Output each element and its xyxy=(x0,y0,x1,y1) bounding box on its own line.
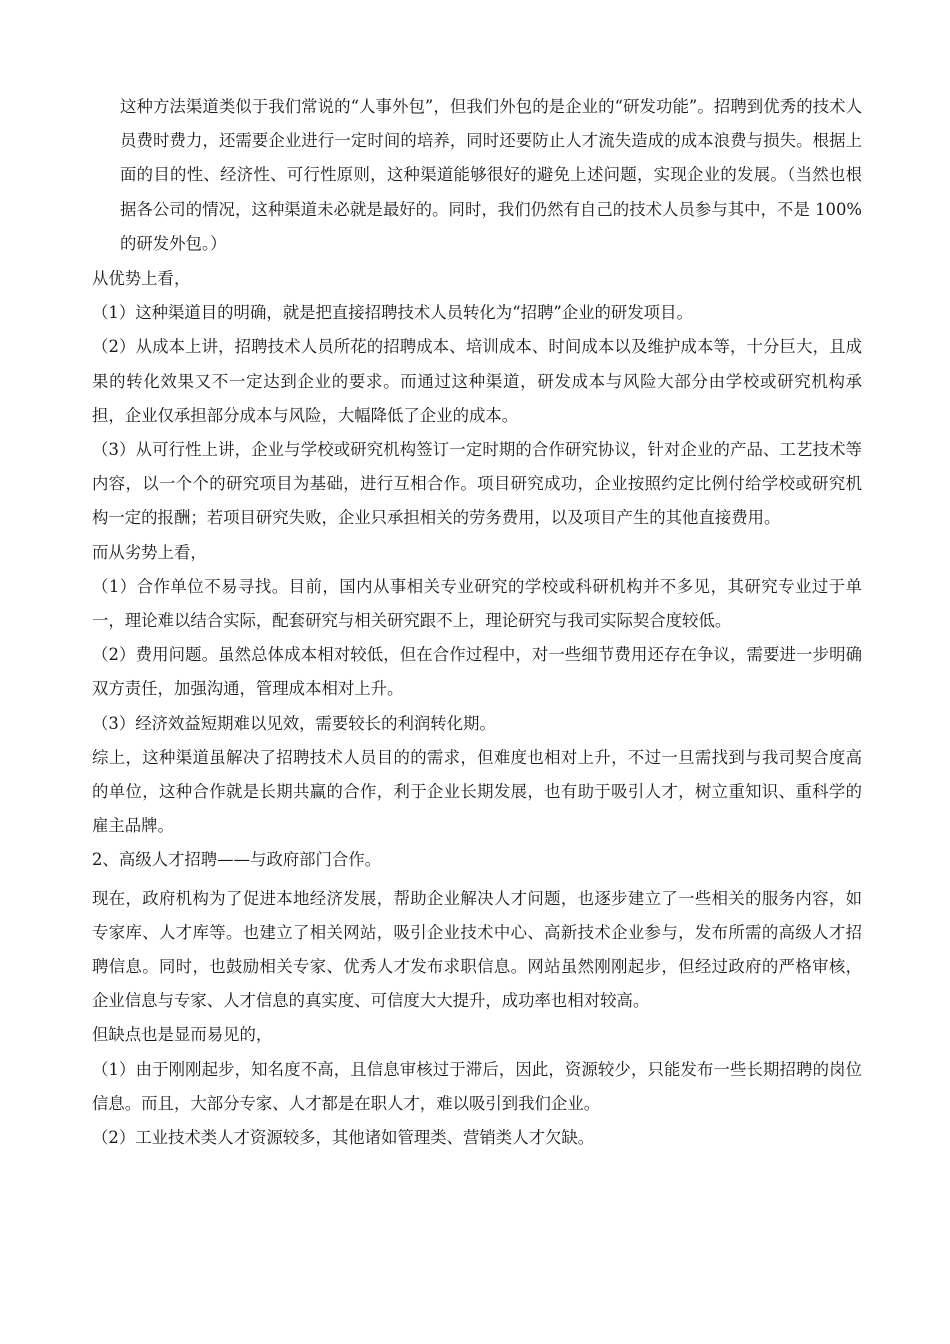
intro-block xyxy=(120,90,862,261)
advantage-item-1: （1）这种渠道目的明确，就是把直接招聘技术人员转化为“招聘”企业的研发项目。 xyxy=(92,303,693,323)
advantage-item-2: （2）从成本上讲，招聘技术人员所花的招聘成本、培训成本、时间成本以及维护成本等，十分巨大，且成果的转化效果又不一定达到企业的要求。而通过这种渠道，研发成本与风险大部分由学校或研究机构承担，企业仅承担部分成本与风险，大幅降低了企业的成本。 xyxy=(92,337,862,425)
drawback-item-2: （2）工业技术类人才资源较多，其他诸如管理类、营销类人才欠缺。 xyxy=(92,1128,595,1148)
drawback-item-1: （1）由于刚刚起步，知名度不高，且信息审核过于滞后，因此，资源较少，只能发布一些长期招聘的岗位信息。而且，大部分专家、人才都是在职人才，难以吸引到我们企业。 xyxy=(92,1059,862,1113)
disadvantage-item-1: （1）合作单位不易寻找。目前，国内从事相关专业研究的学校或科研机构并不多见，其研究专业过于单一，理论难以结合实际，配套研究与相关研究跟不上，理论研究与我司实际契合度较低。 xyxy=(92,576,862,631)
drawback-heading: 但缺点也是显而易见的， xyxy=(92,1025,273,1045)
section2-paragraph: 现在，政府机构为了促进本地经济发展，帮助企业解决人才问题，也逐步建立了一些相关的服务内容，如专家库、人才库等。也建立了相关网站，吸引企业技术中心、高新技术企业参与，发布所需的高级人才招聘信息。同时，也鼓励相关专家、优秀人才发布求职信息。网站虽然刚刚起步，但经过政府的严格审核，企业信息与专家、人才信息的真实度、可信度大大提升，成功率也相对较高。 xyxy=(92,888,862,1011)
advantages-heading: 从优势上看， xyxy=(92,269,191,288)
summary-paragraph: 综上，这种渠道虽解决了招聘技术人员目的的需求，但难度也相对上升，不过一旦需找到与我司契合度高的单位，这种合作就是长期共赢的合作，利于企业长期发展，也有助于吸引人才，树立重知识、重科学的雇主品牌。 xyxy=(92,747,862,836)
disadvantage-item-2: （2）费用问题。虽然总体成本相对较低，但在合作过程中，对一些细节费用还存在争议，需要进一步明确双方责任，加强沟通，管理成本相对上升。 xyxy=(92,645,862,699)
disadvantages-heading: 而从劣势上看， xyxy=(92,542,207,562)
section2-heading: 2、高级人才招聘——与政府部门合作。 xyxy=(92,850,382,870)
intro-paragraph: 这种方法渠道类似于我们常说的“人事外包”，但我们外包的是企业的“研发功能”。招聘到优秀的技术人员费时费力，还需要企业进行一定时间的培养，同时还要防止人才流失造成的成本浪费与损失。根据上面的目的性、经济性、可行性原则，这种渠道能够很好的避免上述问题，实现企业的发展。（当然也根据各公司的情况，这种渠道未必就是最好的。同时，我们仍然有自己的技术人员参与其中，不是 100%的研发外包。） xyxy=(120,97,862,253)
disadvantage-item-3: （3）经济效益短期难以见效，需要较长的利润转化期。 xyxy=(92,713,496,733)
advantage-item-3: （3）从可行性上讲，企业与学校或研究机构签订一定时期的合作研究协议，针对企业的产品、工艺技术等内容，以一个个的研究项目为基础，进行互相合作。项目研究成功，企业按照约定比例付给学校或研究机构一定的报酬；若项目研究失败，企业只承担相关的劳务费用，以及项目产生的其他直接费用。 xyxy=(92,440,862,528)
main-block xyxy=(92,262,862,1155)
